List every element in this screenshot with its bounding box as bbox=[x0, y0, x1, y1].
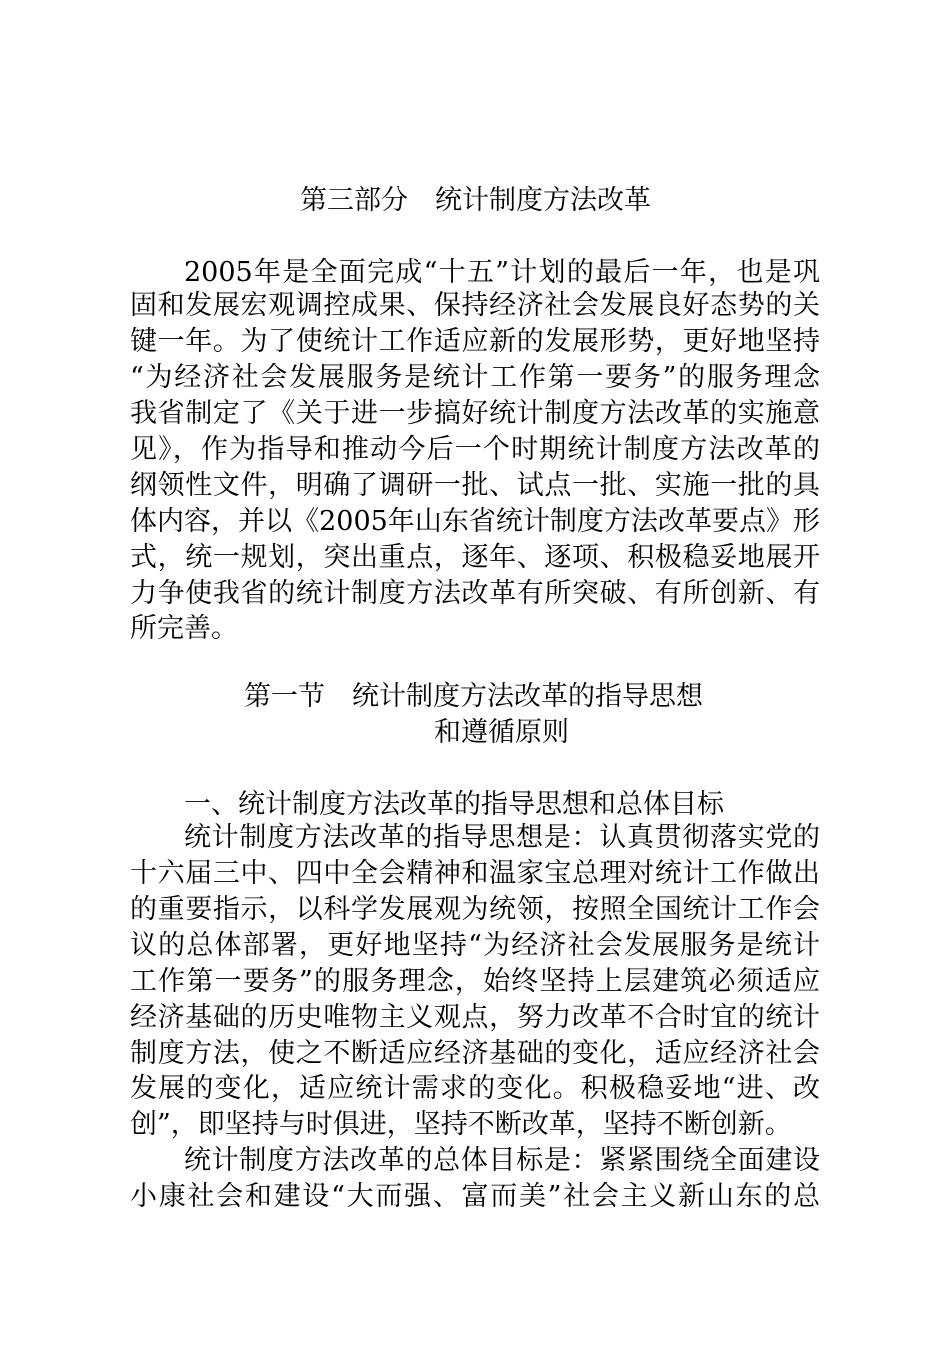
intro-line: “为经济社会发展服务是统计工作第一要务”的服务理念 bbox=[130, 362, 820, 393]
guiding-line: 制度方法，使之不断适应经济基础的变化，适应经济社会 bbox=[130, 1038, 820, 1069]
intro-line: 体内容，并以《2005年山东省统计制度方法改革要点》形 bbox=[130, 506, 820, 537]
intro-line: 2005年是全面完成“十五”计划的最后一年，也是巩 bbox=[184, 257, 820, 288]
part-title: 第三部分 统计制度方法改革 bbox=[300, 185, 651, 216]
subsection-title: 一、统计制度方法改革的指导思想和总体目标 bbox=[184, 789, 724, 820]
guiding-line: 发展的变化，适应统计需求的变化。积极稳妥地“进、改 bbox=[130, 1073, 820, 1104]
goal-line: 统计制度方法改革的总体目标是：紧紧围绕全面建设 bbox=[184, 1145, 820, 1176]
guiding-line: 经济基础的历史唯物主义观点，努力改革不合时宜的统计 bbox=[130, 1002, 820, 1033]
section-title-line1: 第一节 统计制度方法改革的指导思想 bbox=[244, 681, 703, 712]
intro-line: 我省制定了《关于进一步搞好统计制度方法改革的实施意 bbox=[130, 398, 820, 429]
intro-line: 固和发展宏观调控成果、保持经济社会发展良好态势的关 bbox=[130, 290, 820, 321]
guiding-line: 创”，即坚持与时俱进，坚持不断改革，坚持不断创新。 bbox=[130, 1109, 792, 1140]
intro-line: 见》，作为指导和推动今后一个时期统计制度方法改革的 bbox=[130, 434, 820, 465]
guiding-line: 工作第一要务”的服务理念，始终坚持上层建筑必须适应 bbox=[130, 966, 820, 997]
intro-line: 所完善。 bbox=[130, 613, 238, 644]
intro-line: 式，统一规划，突出重点，逐年、逐项、积极稳妥地展开 bbox=[130, 542, 820, 573]
guiding-line: 议的总体部署，更好地坚持“为经济社会发展服务是统计 bbox=[130, 930, 820, 961]
intro-line: 力争使我省的统计制度方法改革有所突破、有所创新、有 bbox=[130, 578, 820, 609]
section-title-line2: 和遵循原则 bbox=[434, 717, 569, 748]
intro-line: 纲领性文件，明确了调研一批、试点一批、实施一批的具 bbox=[130, 470, 820, 501]
guiding-line: 统计制度方法改革的指导思想是：认真贯彻落实党的 bbox=[184, 822, 820, 853]
goal-line: 小康社会和建设“大而强、富而美”社会主义新山东的总 bbox=[130, 1181, 820, 1212]
intro-line: 键一年。为了使统计工作适应新的发展形势，更好地坚持 bbox=[130, 326, 820, 357]
guiding-line: 十六届三中、四中全会精神和温家宝总理对统计工作做出 bbox=[130, 858, 820, 889]
guiding-line: 的重要指示，以科学发展观为统领，按照全国统计工作会 bbox=[130, 894, 820, 925]
